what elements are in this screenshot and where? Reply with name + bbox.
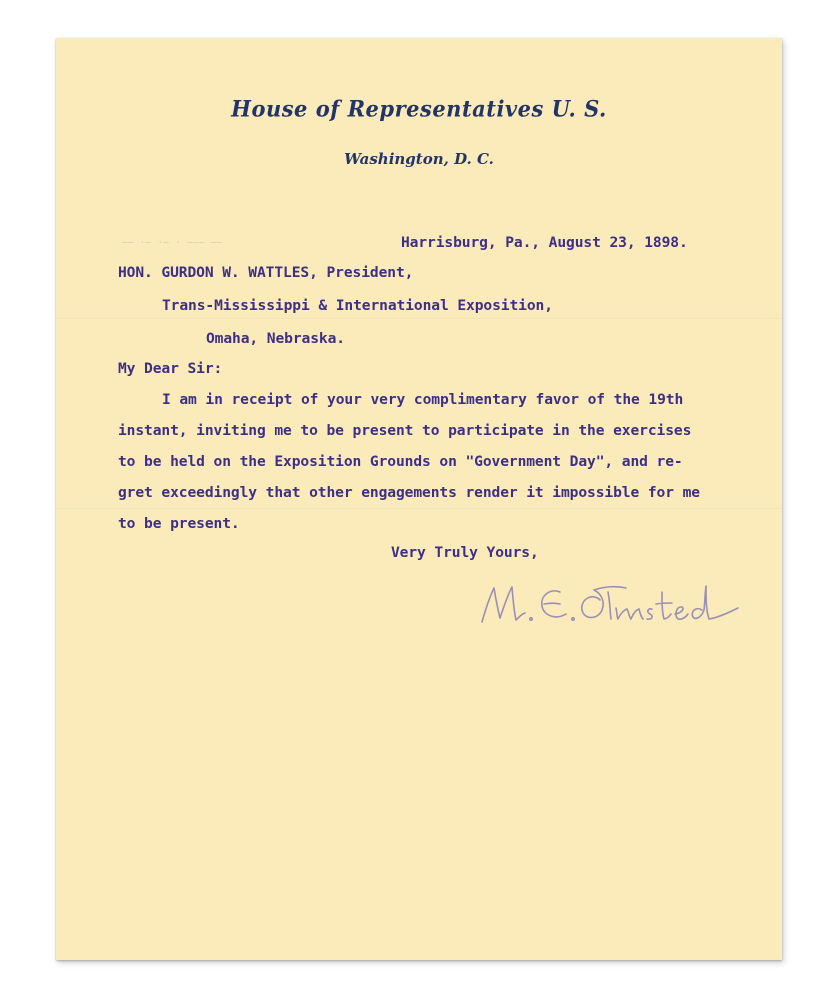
body-line: I am in receipt of your very complimentary favor of the 19th [162, 391, 684, 408]
salutation: My Dear Sir: [118, 360, 223, 377]
paper-fold-line [56, 508, 782, 510]
body-line: to be held on the Exposition Grounds on "Government Day", and re- [118, 453, 683, 470]
recipient-line-3: Omaha, Nebraska. [206, 330, 345, 347]
letterhead-title: House of Representatives U. S. [231, 95, 607, 122]
recipient-line-2: Trans-Mississippi & International Exposition, [162, 297, 553, 314]
closing: Very Truly Yours, [391, 544, 539, 561]
body-line: gret exceedingly that other engagements render it impossible for me [118, 484, 700, 501]
paper-fold-line [56, 318, 782, 320]
signature-image [476, 578, 746, 628]
recipient-line-1: HON. GURDON W. WATTLES, President, [118, 264, 414, 281]
letter-paper [56, 38, 782, 960]
faint-erased-text: —— ·— ·— · ——— —— [122, 238, 223, 248]
body-line: instant, inviting me to be present to participate in the exercises [118, 422, 692, 439]
body-line: to be present. [118, 515, 240, 532]
dateline: Harrisburg, Pa., August 23, 1898. [401, 234, 688, 251]
letterhead-city: Washington, D. C. [344, 150, 494, 168]
